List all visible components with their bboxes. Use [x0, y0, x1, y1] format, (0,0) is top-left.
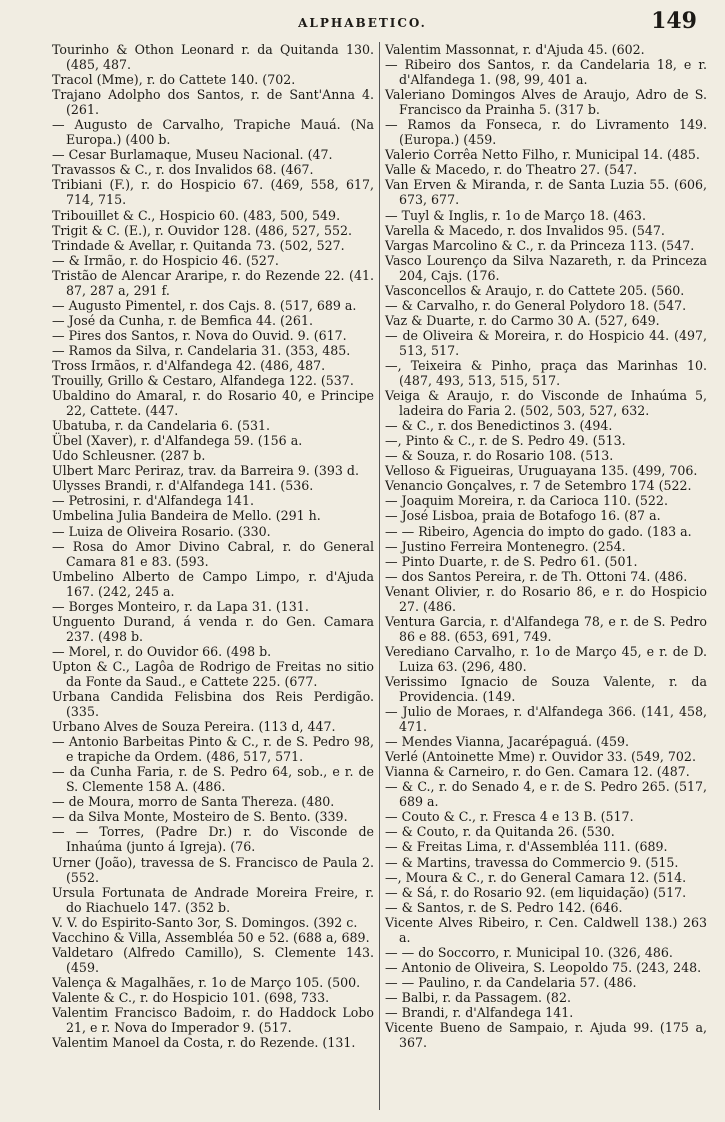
directory-entry: — Rosa do Amor Divino Cabral, r. do General Camara 81 e 83. (593.	[52, 538, 374, 569]
directory-entry: — Justino Ferreira Montenegro. (254.	[385, 538, 626, 554]
directory-entry: — da Silva Monte, Mosteiro de S. Bento. (339.	[52, 809, 348, 825]
directory-entry: — Ribeiro dos Santos, r. da Candelaria 18, e r. d'Alfandega 1. (98, 99, 401 a.	[385, 57, 707, 88]
directory-entry: Vicente Bueno de Sampaio, r. Ajuda 99. (175 a, 367.	[385, 1020, 707, 1051]
directory-entry: Verlé (Antoinette Mme) r. Ouvidor 33. (549, 702.	[385, 749, 696, 765]
directory-entry: — Borges Monteiro, r. da Lapa 31. (131.	[52, 598, 309, 614]
directory-entry: — Antonio Barbeitas Pinto & C., r. de S. Pedro 98, e trapiche da Ordem. (486, 517, 571.	[52, 734, 374, 765]
directory-entry: — — Ribeiro, Agencia do impto do gado. (183 a.	[385, 523, 692, 539]
directory-entry: — Augusto de Carvalho, Trapiche Mauá. (Na Europa.) (400 b.	[52, 117, 374, 148]
directory-entry: Urbana Candida Felisbina dos Reis Perdigão. (335.	[52, 689, 374, 720]
directory-entry: Unguento Durand, á venda r. do Gen. Camara 237. (498 b.	[52, 613, 374, 644]
directory-entry: Verissimo Ignacio de Souza Valente, r. da Providencia. (149.	[385, 673, 707, 705]
directory-entry: — Joaquim Moreira, r. da Carioca 110. (522.	[385, 493, 668, 509]
directory-entry: — Ramos da Fonseca, r. do Livramento 149. (Europa.) (459.	[385, 117, 707, 148]
directory-entry: — & Carvalho, r. do General Polydoro 18. (547.	[385, 297, 687, 313]
directory-entry: — & Santos, r. de S. Pedro 142. (646.	[385, 899, 623, 915]
directory-entry: Ventura Garcia, r. d'Alfandega 78, e r. de S. Pedro 86 e 88. (653, 691, 749.	[385, 613, 707, 644]
directory-entry: Urbano Alves de Souza Pereira. (113 d, 447.	[52, 719, 336, 735]
directory-entry: Vasconcellos & Araujo, r. do Cattete 205. (560.	[385, 282, 685, 298]
directory-entry: Tross Irmãos, r. d'Alfandega 42. (486, 487.	[52, 357, 326, 373]
directory-entry: — Tuyl & Inglis, r. 1o de Março 18. (463.	[385, 207, 646, 223]
directory-entry: Umbelino Alberto de Campo Limpo, r. d'Ajuda 167. (242, 245 a.	[52, 568, 374, 599]
directory-entry: Vasco Lourenço da Silva Nazareth, r. da Princeza 204, Cajs. (176.	[385, 252, 707, 283]
right-column	[379, 42, 707, 1110]
directory-entry: — José da Cunha, r. de Bemfica 44. (261.	[52, 312, 313, 328]
directory-entry: —, Teixeira & Pinho, praça das Marinhas 10. (487, 493, 513, 515, 517.	[385, 357, 707, 389]
directory-entry: Udo Schleusner. (287 b.	[52, 448, 206, 464]
directory-entry: — Julio de Moraes, r. d'Alfandega 366. (141, 458, 471.	[385, 704, 707, 735]
directory-entry: Valeriano Domingos Alves de Araujo, Adro de S. Francisco da Prainha 5. (317 b.	[385, 87, 707, 118]
directory-entry: Tribiani (F.), r. do Hospicio 67. (469, 558, 617, 714, 715.	[52, 177, 374, 208]
directory-entry: — José Lisboa, praia de Botafogo 16. (87 a.	[385, 508, 661, 524]
directory-entry: — Pinto Duarte, r. de S. Pedro 61. (501.	[385, 553, 638, 569]
left-column	[52, 42, 379, 1110]
directory-entry: — Brandi, r. d'Alfandega 141.	[385, 1005, 574, 1020]
directory-entry: —, Moura & C., r. do General Camara 12. (514.	[385, 869, 687, 885]
directory-entry: — Petrosini, r. d'Alfandega 141.	[52, 493, 254, 509]
directory-entry: — Mendes Vianna, Jacarépaguá. (459.	[385, 734, 629, 750]
directory-entry: — & Souza, r. do Rosario 108. (513.	[385, 448, 614, 464]
directory-entry: — dos Santos Pereira, r. de Th. Ottoni 74. (486.	[385, 568, 688, 584]
directory-entry: Van Erven & Miranda, r. de Santa Luzia 55. (606, 673, 677.	[385, 177, 707, 208]
directory-entry: Valerio Corrêa Netto Filho, r. Municipal 14. (485.	[385, 147, 700, 163]
directory-entry: — — Paulino, r. da Candelaria 57. (486.	[385, 974, 637, 990]
directory-entry: — Pires dos Santos, r. Nova do Ouvid. 9. (617.	[52, 327, 347, 343]
two-column-body	[52, 42, 707, 1110]
directory-entry: Tracol (Mme), r. do Cattete 140. (702.	[52, 72, 296, 88]
directory-entry: — & Martins, travessa do Commercio 9. (515.	[385, 854, 679, 870]
directory-entry: Valdetaro (Alfredo Camillo), S. Clemente 143. (459.	[52, 944, 374, 975]
directory-entry: Valentim Massonnat, r. d'Ajuda 45. (602.	[385, 42, 645, 57]
directory-entry: — Couto & C., r. Fresca 4 e 13 B. (517.	[385, 809, 634, 825]
directory-entry: Trigit & C. (E.), r. Ouvidor 128. (486, 527, 552.	[52, 222, 353, 238]
directory-entry: V. V. do Espirito-Santo 3or, S. Domingos. (392 c.	[52, 914, 358, 930]
directory-entry: Velloso & Figueiras, Uruguayana 135. (499, 706.	[385, 463, 698, 479]
directory-entry: Valente & C., r. do Hospicio 101. (698, 733.	[52, 989, 330, 1005]
directory-entry: — & Couto, r. da Quitanda 26. (530.	[385, 824, 615, 840]
page-number: 149	[651, 8, 697, 34]
directory-entry: Valentim Francisco Badoim, r. do Haddock Lobo 21, e r. Nova do Imperador 9. (517.	[52, 1005, 374, 1036]
directory-entry: — & C., r. do Senado 4, e r. de S. Pedro 265. (517, 689 a.	[385, 779, 707, 810]
directory-entry: Trindade & Avellar, r. Quitanda 73. (502, 527.	[52, 237, 345, 253]
directory-entry: — & C., r. dos Benedictinos 3. (494.	[385, 418, 613, 434]
directory-entry: — Antonio de Oliveira, S. Leopoldo 75. (243, 248.	[385, 959, 702, 975]
directory-entry: Ulbert Marc Periraz, trav. da Barreira 9. (393 d.	[52, 463, 359, 479]
directory-entry: Vacchino & Villa, Assembléa 50 e 52. (688 a, 689.	[52, 929, 370, 945]
directory-entry: — Augusto Pimentel, r. dos Cajs. 8. (517, 689 a.	[52, 297, 357, 313]
directory-entry: Vargas Marcolino & C., r. da Princeza 113. (547.	[385, 237, 695, 253]
directory-entry: Travassos & C., r. dos Invalidos 68. (467.	[52, 162, 314, 178]
directory-entry: Übel (Xaver), r. d'Alfandega 59. (156 a.	[52, 433, 303, 449]
directory-entry: — de Oliveira & Moreira, r. do Hospicio 44. (497, 513, 517.	[385, 327, 707, 358]
directory-entry: Vaz & Duarte, r. do Carmo 30 A. (527, 649.	[385, 312, 660, 328]
directory-entry: — Balbi, r. da Passagem. (82.	[385, 989, 571, 1005]
directory-entry: Ursula Fortunata de Andrade Moreira Freire, r. do Riachuelo 147. (352 b.	[52, 884, 374, 915]
directory-entry: Valença & Magalhães, r. 1o de Março 105. (500.	[52, 974, 361, 990]
directory-entry: Ulysses Brandi, r. d'Alfandega 141. (536.	[52, 478, 314, 494]
directory-entry: — — Torres, (Padre Dr.) r. do Visconde de Inhaúma (junto á Igreja). (76.	[52, 824, 374, 855]
directory-entry: Ubaldino do Amaral, r. do Rosario 40, e Principe 22, Cattete. (447.	[52, 388, 374, 419]
directory-entry: Varella & Macedo, r. dos Invalidos 95. (547.	[385, 222, 665, 238]
directory-entry: Urner (João), travessa de S. Francisco de Paula 2. (552.	[52, 854, 374, 885]
directory-entry: — Luiza de Oliveira Rosario. (330.	[52, 523, 271, 539]
directory-entry: Vianna & Carneiro, r. do Gen. Camara 12. (487.	[385, 764, 690, 780]
directory-entry: Vicente Alves Ribeiro, r. Cen. Caldwell 138.) 263 a.	[385, 914, 707, 945]
directory-entry: Upton & C., Lagôa de Rodrigo de Freitas no sitio da Fonte da Saud., e Cattete 225. (677.	[52, 658, 374, 689]
directory-entry: Ubatuba, r. da Candelaria 6. (531.	[52, 418, 270, 434]
directory-entry: Tribouillet & C., Hospicio 60. (483, 500, 549.	[52, 207, 341, 223]
directory-entry: Venancio Gonçalves, r. 7 de Setembro 174 (522.	[385, 478, 692, 494]
directory-entry: Valle & Macedo, r. do Theatro 27. (547.	[385, 162, 638, 178]
directory-entry: — Cesar Burlamaque, Museu Nacional. (47.	[52, 147, 333, 163]
directory-entry: — & Irmão, r. do Hospicio 46. (527.	[52, 252, 279, 268]
directory-entry: Trajano Adolpho dos Santos, r. de Sant'Anna 4. (261.	[52, 87, 374, 118]
directory-entry: Umbelina Julia Bandeira de Mello. (291 h.	[52, 508, 321, 524]
directory-entry: Valentim Manoel da Costa, r. do Rezende. (131.	[52, 1035, 356, 1051]
page-header	[0, 6, 725, 40]
directory-entry: — & Freitas Lima, r. d'Assembléa 111. (689.	[385, 839, 668, 855]
directory-entry: — da Cunha Faria, r. de S. Pedro 64, sob., e r. de S. Clemente 158 A. (486.	[52, 764, 374, 795]
directory-entry: Venant Olivier, r. do Rosario 86, e r. do Hospicio 27. (486.	[385, 583, 707, 614]
directory-entry: Trouilly, Grillo & Cestaro, Alfandega 122. (537.	[52, 373, 354, 389]
directory-entry: Verediano Carvalho, r. 1o de Março 45, e r. de D. Luiza 63. (296, 480.	[385, 643, 707, 674]
directory-entry: — — do Soccorro, r. Municipal 10. (326, 486.	[385, 944, 673, 960]
directory-entry: — de Moura, morro de Santa Thereza. (480.	[52, 794, 335, 810]
directory-entry: —, Pinto & C., r. de S. Pedro 49. (513.	[385, 433, 626, 449]
directory-entry: Tristão de Alencar Araripe, r. do Rezende 22. (41. 87, 287 a, 291 f.	[52, 267, 374, 298]
directory-entry: Tourinho & Othon Leonard r. da Quitanda 130. (485, 487.	[52, 42, 374, 73]
directory-entry: Veiga & Araujo, r. do Visconde de Inhaúma 5, ladeira do Faria 2. (502, 503, 527, 632.	[385, 388, 707, 419]
directory-entry: — Morel, r. do Ouvidor 66. (498 b.	[52, 643, 272, 659]
directory-entry: — & Sá, r. do Rosario 92. (em liquidação) (517.	[385, 884, 687, 900]
directory-entry: — Ramos da Silva, r. Candelaria 31. (353, 485.	[52, 342, 351, 358]
running-title: ALPHABETICO.	[298, 16, 427, 30]
